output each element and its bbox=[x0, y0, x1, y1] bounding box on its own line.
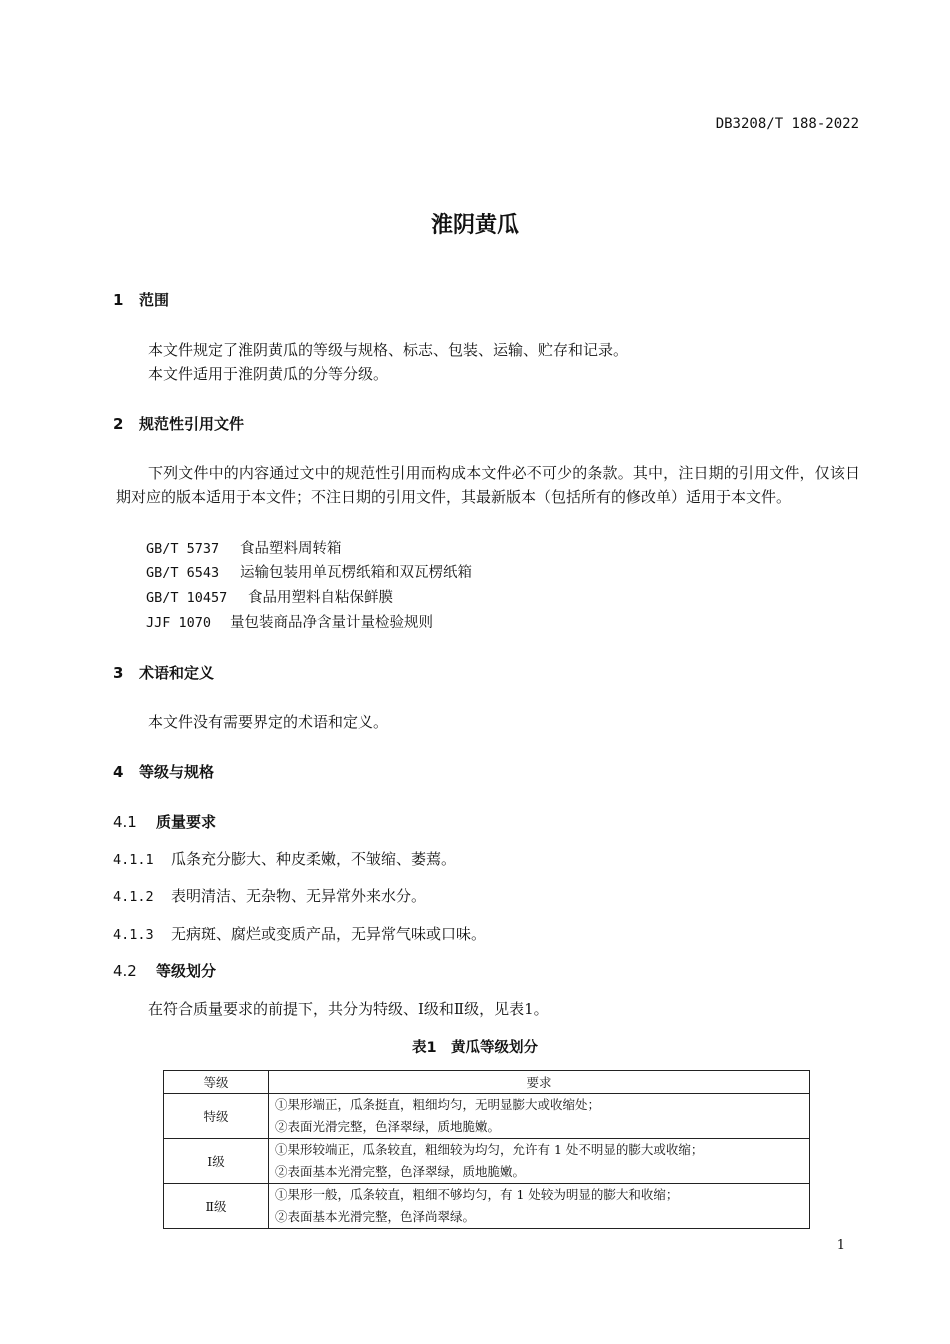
table-row bbox=[164, 1094, 810, 1139]
section-title: 术语和定义 bbox=[139, 664, 215, 682]
requirement-line: ②表面基本光滑完整，色泽尚翠绿。 bbox=[275, 1209, 476, 1224]
section-number: 4 bbox=[113, 763, 124, 781]
section-title: 范围 bbox=[139, 291, 170, 309]
section-number: 3 bbox=[113, 664, 124, 682]
header-requirements: 要求 bbox=[269, 1071, 810, 1094]
reference-item bbox=[146, 611, 433, 632]
terms-paragraph: 本文件没有需要界定的术语和定义。 bbox=[148, 713, 389, 731]
clause-text: 无病斑、腐烂或变质产品，无异常气味或口味。 bbox=[171, 925, 487, 943]
reference-code: GB/T 5737 bbox=[146, 541, 220, 557]
grade-table bbox=[163, 1070, 810, 1229]
scope-paragraph-1: 本文件规定了淮阴黄瓜的等级与规格、标志、包装、运输、贮存和记录。 bbox=[148, 341, 629, 359]
table-row bbox=[164, 1139, 810, 1184]
normative-references-intro: 下列文件中的内容通过文中的规范性引用而构成本文件必不可少的条款。其中，注日期的引用文件，仅该日期对应的版本适用于本文件；不注日期的引用文件，其最新版本（包括所有的修改单）适用于本文件。 bbox=[116, 464, 860, 506]
grade-cell: 特级 bbox=[164, 1094, 269, 1139]
table-header-row bbox=[164, 1071, 810, 1094]
header-grade: 等级 bbox=[164, 1071, 269, 1094]
reference-code: GB/T 6543 bbox=[146, 565, 220, 581]
requirement-line: ①果形一般，瓜条较直，粗细不够均匀，有 1 处较为明显的膨大和收缩； bbox=[275, 1187, 679, 1202]
reference-name: 运输包装用单瓦楞纸箱和双瓦楞纸箱 bbox=[240, 565, 472, 581]
section-number: 1 bbox=[113, 291, 124, 309]
table-row bbox=[164, 1184, 810, 1229]
section-title: 等级划分 bbox=[156, 962, 217, 980]
section-4-2-heading bbox=[113, 960, 216, 981]
section-number: 4.2 bbox=[113, 962, 137, 980]
reference-item bbox=[146, 586, 393, 607]
clause-number: 4.1.2 bbox=[113, 889, 154, 905]
requirement-line: ②表面光滑完整，色泽翠绿，质地脆嫩。 bbox=[275, 1119, 501, 1134]
section-1-heading bbox=[113, 289, 169, 310]
reference-code: JJF 1070 bbox=[146, 615, 212, 631]
section-4-1-heading bbox=[113, 811, 216, 832]
requirement-cell bbox=[269, 1139, 810, 1184]
scope-paragraph-2: 本文件适用于淮阴黄瓜的分等分级。 bbox=[148, 365, 389, 383]
reference-name: 量包装商品净含量计量检验规则 bbox=[230, 615, 433, 631]
requirement-line: ②表面基本光滑完整，色泽翠绿，质地脆嫩。 bbox=[275, 1164, 526, 1179]
grade-cell: Ⅱ级 bbox=[164, 1184, 269, 1229]
section-title: 质量要求 bbox=[156, 813, 217, 831]
reference-code: GB/T 10457 bbox=[146, 590, 228, 606]
document-title: 淮阴黄瓜 bbox=[430, 213, 519, 238]
section-number: 4.1 bbox=[113, 813, 137, 831]
clause-text: 瓜条充分膨大、种皮柔嫩，不皱缩、萎蔫。 bbox=[171, 850, 457, 868]
section-2-heading bbox=[113, 413, 244, 434]
clause-4-1-3 bbox=[113, 923, 486, 944]
page-number: 1 bbox=[836, 1238, 845, 1253]
clause-number: 4.1.3 bbox=[113, 927, 154, 943]
reference-item bbox=[146, 561, 472, 582]
requirement-line: ①果形端正，瓜条挺直，粗细均匀，无明显膨大或收缩处； bbox=[275, 1097, 601, 1112]
clause-4-1-1 bbox=[113, 848, 456, 869]
section-3-heading bbox=[113, 662, 214, 683]
table-caption: 表1 黄瓜等级划分 bbox=[411, 1040, 539, 1056]
section-4-heading bbox=[113, 761, 214, 782]
clause-4-1-2 bbox=[113, 885, 426, 906]
section-title: 等级与规格 bbox=[139, 763, 215, 781]
reference-name: 食品用塑料自粘保鲜膜 bbox=[248, 590, 393, 606]
reference-name: 食品塑料周转箱 bbox=[240, 541, 342, 557]
requirement-line: ①果形较端正，瓜条较直，粗细较为均匀，允许有 1 处不明显的膨大或收缩； bbox=[275, 1142, 704, 1157]
section-title: 规范性引用文件 bbox=[139, 415, 245, 433]
clause-number: 4.1.1 bbox=[113, 852, 154, 868]
grade-cell: Ⅰ级 bbox=[164, 1139, 269, 1184]
document-code: DB3208/T 188-2022 bbox=[715, 116, 859, 132]
requirement-cell bbox=[269, 1094, 810, 1139]
reference-item bbox=[146, 537, 342, 558]
clause-text: 表明清洁、无杂物、无异常外来水分。 bbox=[171, 887, 427, 905]
section-number: 2 bbox=[113, 415, 124, 433]
requirement-cell bbox=[269, 1184, 810, 1229]
grading-paragraph: 在符合质量要求的前提下，共分为特级、Ⅰ级和Ⅱ级，见表1。 bbox=[148, 1000, 549, 1018]
